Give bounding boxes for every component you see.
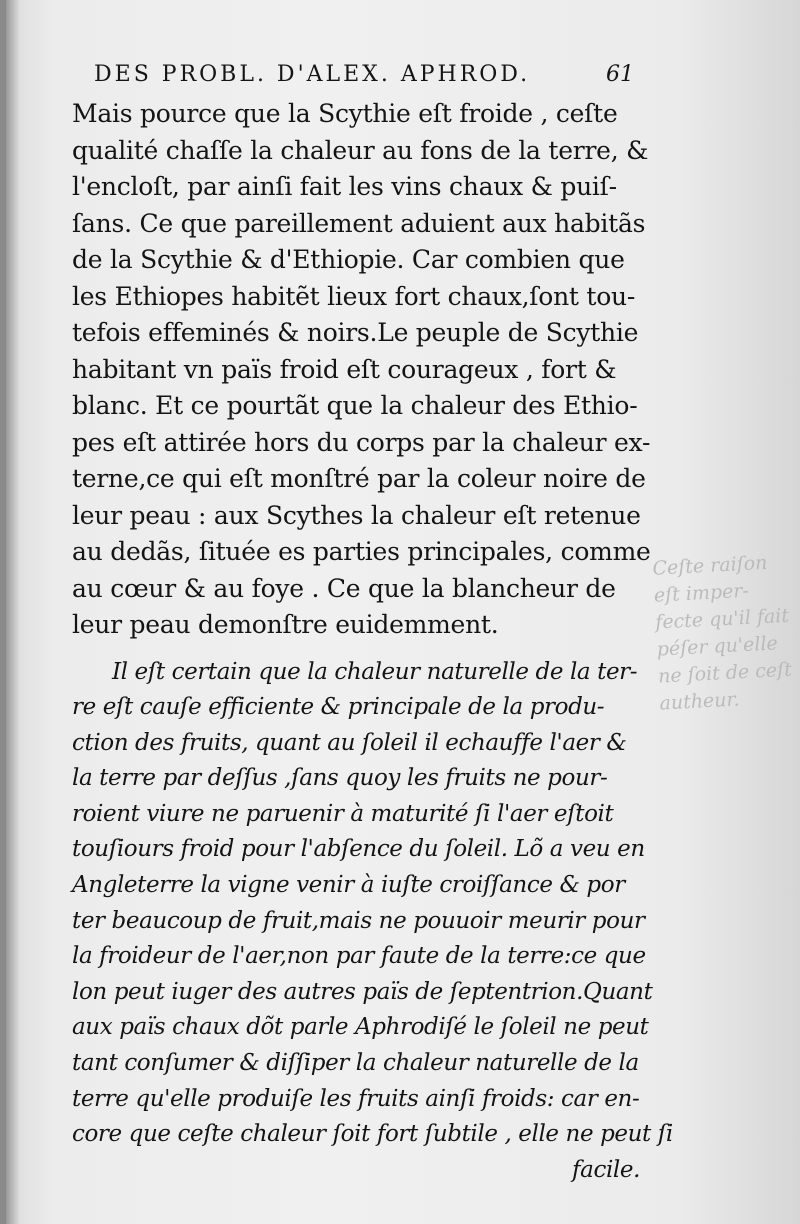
text-line: Angleterre la vigne venir à iuſte croiſſance & por (72, 872, 625, 899)
roman-paragraph (72, 96, 651, 644)
text-line: ſans. Ce que pareillement aduient aux habitãs (72, 208, 646, 238)
text-line: ter beaucoup de fruit,mais ne pouuoir meurir pour (72, 907, 645, 934)
margin-note-line: péſer qu'elle (656, 632, 779, 661)
text-line: habitant vn païs froid eſt courageux , fort & (72, 354, 617, 384)
text-line: tant conſumer & diſſiper la chaleur naturelle de la (72, 1050, 639, 1077)
margin-note-line: autheur. (659, 688, 741, 715)
margin-note-line: fecte qu'il fait (654, 604, 790, 634)
text-line: blanc. Et ce pourtãt que la chaleur des Ethio- (72, 391, 638, 420)
text-line: au cœur & au foye . Ce que la blancheur de (72, 573, 616, 603)
text-line: core que ceſte chaleur ſoit fort ſubtile , elle ne peut ſi (72, 1121, 673, 1148)
catchword: facile. (572, 1156, 640, 1183)
margin-note-line: ne ſoit de ceſt (657, 658, 793, 688)
text-line: re eſt cauſe efficiente & principale de la produ- (72, 694, 605, 721)
page-number: 61 (606, 62, 634, 87)
text-block (72, 96, 673, 1188)
text-line: au dedãs, ſituée es parties principales, comme (72, 537, 651, 566)
text-line: l'encloſt, par ainſi fait les vins chaux & puiſ- (72, 172, 617, 201)
text-line: terne,ce qui eſt monſtré par la coleur noire de (72, 464, 646, 493)
book-page (6, 0, 800, 1224)
text-line: leur peau : aux Scythes la chaleur eſt retenue (72, 500, 641, 530)
text-line: roient viure ne paruenir à maturité ſi l'aer eſtoit (72, 800, 614, 827)
binding-shadow (6, 0, 20, 1224)
running-head (94, 62, 634, 92)
text-line: pes eſt attirée hors du corps par la chaleur ex- (72, 427, 651, 457)
margin-note-line: eſt imper- (653, 579, 750, 607)
text-line: terre qu'elle produiſe les fruits ainſi froids: car en- (72, 1085, 640, 1112)
text-line: aux païs chaux dõt parle Aphrodiſé le ſoleil ne peut (72, 1014, 649, 1041)
text-line: les Ethiopes habitẽt lieux fort chaux,ſont tou- (72, 281, 636, 311)
text-line: la terre par deſſus ,ſans quoy les fruits ne pour- (72, 765, 608, 792)
running-head-title: DES PROBL. D'ALEX. APHROD. (94, 62, 531, 87)
italic-paragraph (72, 655, 673, 1189)
text-line: touſiours froid pour l'abſence du ſoleil. Lõ a veu en (72, 836, 645, 863)
text-line: qualité chaſſe la chaleur au fons de la terre, & (72, 135, 649, 165)
text-line: la froideur de l'aer,non par faute de la terre:ce que (72, 943, 646, 970)
text-line: Il eſt certain que la chaleur naturelle de la ter- (112, 658, 638, 685)
show-through-margin-note (652, 548, 800, 717)
margin-note-line: Ceſte raiſon (651, 551, 768, 580)
text-line: de la Scythie & d'Ethiopie. Car combien que (72, 245, 625, 274)
text-line: Mais pource que la Scythie eſt froide , ceſte (72, 99, 618, 128)
text-line: ction des fruits, quant au ſoleil il echauffe l'aer & (72, 729, 627, 756)
text-line: leur peau demonſtre euidemment. (72, 610, 499, 639)
text-line: tefois effeminés & noirs.Le peuple de Scythie (72, 318, 639, 347)
text-line: lon peut iuger des autres païs de ſeptentrion.Quant (72, 978, 653, 1005)
